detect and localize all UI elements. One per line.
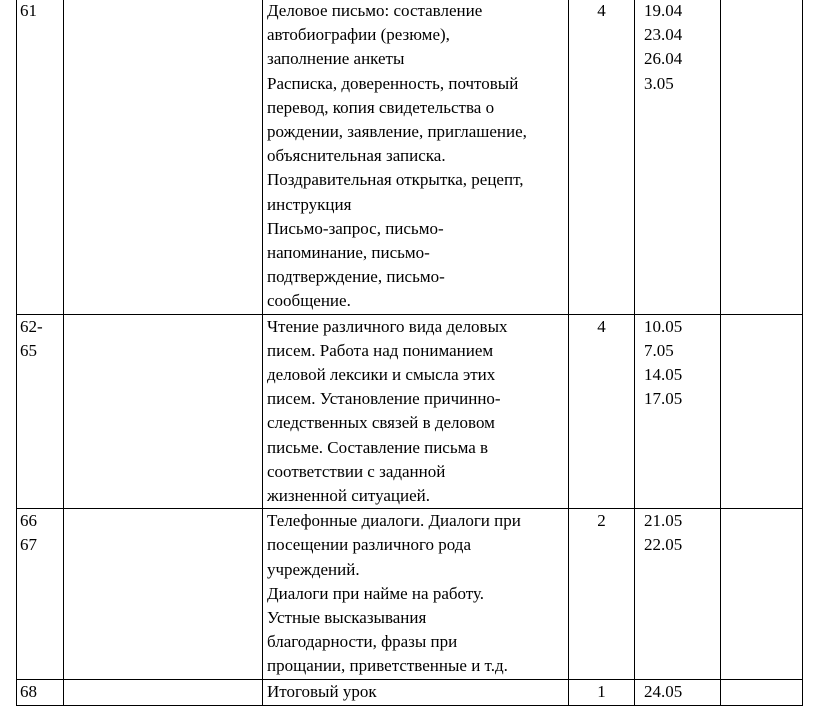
table-row (17, 509, 803, 679)
topic-line: Поздравительная открытка, рецепт, (267, 170, 524, 190)
lesson-number: 68 (20, 681, 37, 701)
section-cell (64, 509, 263, 679)
topic-line: жизненной ситуацией. (267, 486, 431, 506)
topic-line: Телефонные диалоги. Диалоги при (267, 511, 521, 531)
date-value: 14.05 (644, 365, 683, 385)
topic-line: объяснительная записка. (267, 146, 446, 166)
topic-line: учреждений. (267, 559, 360, 579)
topic-line: прощании, приветственные и т.д. (267, 656, 508, 676)
lesson-number: 67 (20, 535, 37, 555)
topic-line: сообщение. (267, 291, 351, 311)
dates-cell (635, 679, 721, 705)
topic-cell (263, 314, 569, 509)
topic-line: перевод, копия свидетельства о (267, 97, 495, 117)
hours-cell: 2 (569, 509, 635, 679)
hours-cell: 4 (569, 314, 635, 509)
topic-line: Чтение различного вида деловых (267, 316, 508, 336)
topic-line: Диалоги при найме на работу. (267, 583, 485, 603)
date-value: 24.05 (644, 681, 683, 701)
lesson-plan-table (16, 0, 803, 706)
topic-line: деловой лексики и смысла этих (267, 365, 496, 385)
section-cell (64, 314, 263, 509)
topic-line: Деловое письмо: составление (267, 1, 483, 20)
lesson-number-cell (17, 679, 64, 705)
date-value: 3.05 (644, 73, 674, 93)
lesson-number: 62- (20, 316, 43, 336)
notes-cell (721, 314, 803, 509)
notes-cell (721, 509, 803, 679)
topic-line: Письмо-запрос, письмо- (267, 218, 444, 238)
topic-cell (263, 679, 569, 705)
topic-line: писем. Работа над пониманием (267, 340, 494, 360)
hours-cell: 4 (569, 0, 635, 314)
topic-cell (263, 0, 569, 314)
dates-cell (635, 314, 721, 509)
date-value: 7.05 (644, 340, 674, 360)
notes-cell (721, 679, 803, 705)
topic-line: Расписка, доверенность, почтовый (267, 73, 519, 93)
date-value: 23.04 (644, 25, 683, 45)
notes-cell (721, 0, 803, 314)
topic-line: письме. Составление письма в (267, 437, 489, 457)
topic-line: Устные высказывания (267, 608, 427, 628)
table-row (17, 314, 803, 509)
topic-line: заполнение анкеты (267, 49, 405, 69)
date-value: 26.04 (644, 49, 683, 69)
section-cell (64, 0, 263, 314)
topic-line: соответствии с заданной (267, 461, 446, 481)
dates-cell (635, 509, 721, 679)
lesson-number-cell (17, 509, 64, 679)
lesson-number: 65 (20, 340, 37, 360)
dates-cell (635, 0, 721, 314)
section-cell (64, 679, 263, 705)
lesson-number: 61 (20, 1, 37, 20)
topic-line: Итоговый урок (267, 681, 377, 701)
date-value: 19.04 (644, 1, 683, 20)
lesson-number-cell (17, 0, 64, 314)
topic-line: подтверждение, письмо- (267, 267, 445, 287)
date-value: 17.05 (644, 389, 683, 409)
table-body (17, 0, 803, 705)
topic-line: автобиографии (резюме), (267, 25, 450, 45)
topic-line: посещении различного рода (267, 535, 471, 555)
topic-line: рождении, заявление, приглашение, (267, 122, 527, 142)
date-value: 21.05 (644, 511, 683, 531)
lesson-number: 66 (20, 511, 37, 531)
topic-cell (263, 509, 569, 679)
table-row (17, 679, 803, 705)
topic-line: писем. Установление причинно- (267, 389, 501, 409)
lesson-number-cell (17, 314, 64, 509)
date-value: 10.05 (644, 316, 683, 336)
date-value: 22.05 (644, 535, 683, 555)
topic-line: благодарности, фразы при (267, 632, 458, 652)
topic-line: напоминание, письмо- (267, 243, 430, 263)
hours-cell: 1 (569, 679, 635, 705)
topic-line: инструкция (267, 194, 352, 214)
topic-line: следственных связей в деловом (267, 413, 495, 433)
table-row (17, 0, 803, 314)
